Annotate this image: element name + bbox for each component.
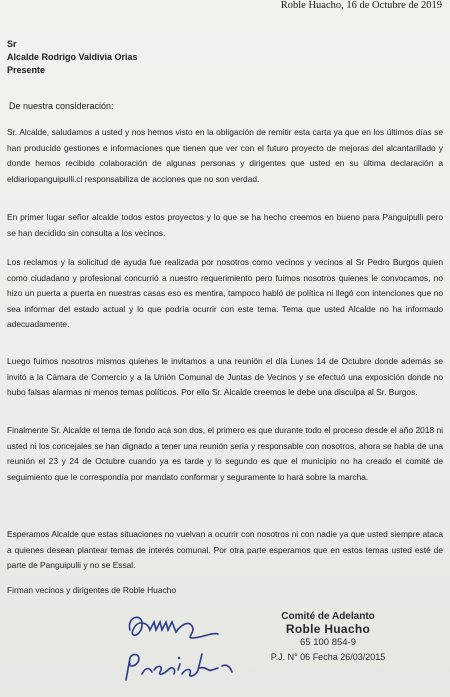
committee-stamp bbox=[258, 610, 398, 664]
paragraph-2: En primer lugar señor alcalde todos estos proyectos y lo que se ha hecho creemos en bueno para Panguipulli pero se han decidido sin consulta a los vecinos. bbox=[7, 212, 443, 238]
letter-date: Roble Huacho, 16 de Octubre de 2019 bbox=[280, 0, 442, 11]
letter-greeting: De nuestra consideración: bbox=[9, 101, 114, 111]
stamp-org: Comité de Adelanto bbox=[281, 611, 375, 622]
closing-line: Firman vecinos y dirigentes de Roble Huacho bbox=[7, 585, 176, 595]
recipient-name: Alcalde Rodrigo Valdivia Orias bbox=[7, 52, 138, 62]
stamp-name: Roble Huacho bbox=[285, 622, 371, 636]
stamp-number: 65 100 854-9 bbox=[300, 637, 356, 648]
recipient-salutation: Sr bbox=[7, 39, 17, 49]
paragraph-4: Luego fuimos nosotros mismos quienes le invitamos a una reunión el día Lunes 14 de Octubre donde además se invitó a la Cámara de Comercio y a la Unión Comunal de Juntas de Vecinos y se efectuó una exposición donde no hubo falsas alarmas ni menos temas políticos. Por ello Sr. Alcalde creemos le debe una disculpa al Sr. Burgos. bbox=[7, 356, 443, 398]
paragraph-6: Esperamos Alcalde que estas situaciones no vuelvan a ocurrir con nosotros ni con nadie ya que usted siempre ataca a quienes desean plantear temas de interés comunal. Por otra parte esperamos que en estos temas usted esté de parte de Panguipulli y no se Essal. bbox=[7, 529, 443, 571]
paragraph-5: Finalmente Sr. Alcalde el tema de fondo acá son dos, el primero es que durante todo el proceso desde el año 2018 ni usted ni los concejales se han dignado a tener una reunión seria y responsable con nosotros, ahora se habla de una reunión el 23 y 24 de Octubre cuando ya es tarde y lo segundo es que el municipio no ha creado el comité de seguimiento que le correspondía por mandato conformar y seguramente lo hará sobre la marcha. bbox=[7, 425, 443, 482]
recipient-presence: Presente bbox=[7, 65, 46, 75]
stamp-registration: P.J. N° 06 Fecha 26/03/2015 bbox=[270, 652, 386, 662]
paragraph-1: Sr. Alcalde, saludamos a usted y nos hemos visto en la obligación de remitir esta carta ya que en los últimos días se han producido gestiones e informaciones que tienen que ver con el futuro proyecto de mejoras del alcantarillado y donde hemos recibido colaboración de algunas personas y dirigentes que usted en su última declaración a eldiariopanguipulli.cl responsabiliza de acciones que no son verdad. bbox=[7, 127, 443, 184]
paragraph-3: Los reclamos y la solicitud de ayuda fue realizada por nosotros como vecinos y vecinos al Sr Pedro Burgos quien como ciudadano y profesional concurrió a nuestro requerimiento pero fuimos nosotros quienes le convocamos, no hizo un puerta a puerta en nuestras casas eso es mentira, tampoco habló de política ni llegó con intenciones que no sea informar del estado actual y lo que podría ocurrir con este tema. Tema que usted Alcalde no ha informado adecuadamente. bbox=[7, 257, 443, 330]
handwritten-signature bbox=[122, 608, 242, 694]
recipient-block bbox=[7, 38, 138, 77]
